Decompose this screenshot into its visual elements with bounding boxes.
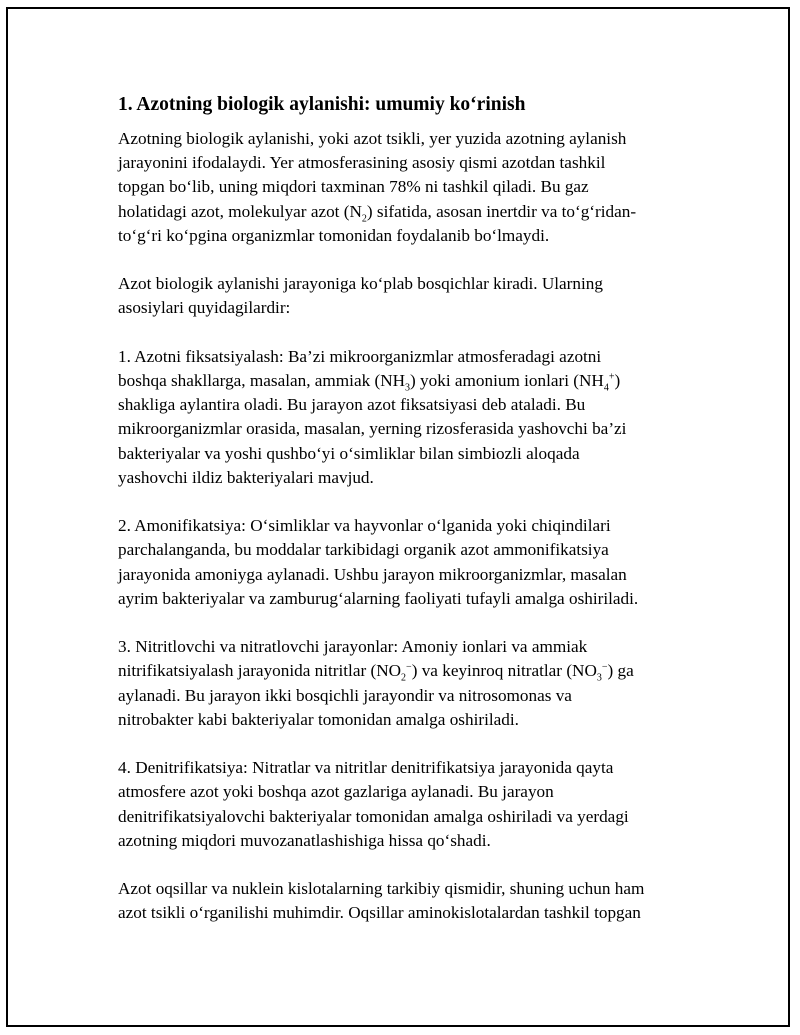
text-fragment: nitrifikatsiyalash jarayonida nitritlar (NO [118, 661, 402, 681]
text-fragment: holatidagi azot, molekulyar azot (N [118, 201, 362, 221]
subscript: 4 [603, 382, 609, 394]
text-line: 2. Amonifikatsiya: O‘simliklar va hayvonlar o‘lganida yoki chiqindilari [118, 516, 611, 536]
text-line: mikroorganizmlar orasida, masalan, yerning rizosferasida yashovchi ba’zi [118, 419, 627, 439]
text-line: nitrobakter kabi bakteriyalar tomonidan amalga oshiriladi. [118, 709, 519, 729]
text-line [118, 659, 698, 683]
paragraph-ammonification [118, 514, 698, 611]
text-line: 3. Nitritlovchi va nitratlovchi jarayonlar: Amoniy ionlari va ammiak [118, 637, 588, 657]
text-line: azotning miqdori muvozanatlashishiga hissa qo‘shadi. [118, 830, 491, 850]
text-line: Azotning biologik aylanishi, yoki azot tsikli, yer yuzida azotning aylanish [118, 129, 627, 148]
subscript: 3 [405, 382, 411, 394]
text-line: shakliga aylantira oladi. Bu jarayon azot fiksatsiyasi deb ataladi. Bu [118, 395, 586, 415]
text-fragment: ) [614, 371, 621, 390]
text-line: asosiylari quyidagilardir: [118, 298, 291, 318]
text-line: aylanadi. Bu jarayon ikki bosqichli jarayondir va nitrosomonas va [118, 685, 572, 705]
subscript: 2 [401, 672, 407, 684]
text-line: jarayonini ifodalaydi. Yer atmosferasining asosiy qismi azotdan tashkil [118, 153, 606, 173]
text-line: to‘g‘ri ko‘pgina organizmlar tomonidan foydalanib bo‘lmaydi. [118, 225, 550, 245]
section-heading: 1. Azotning biologik aylanishi: umumiy ko‘rinish [118, 94, 526, 115]
text-line: denitrifikatsiyalovchi bakteriyalar tomonidan amalga oshiriladi va yerdagi [118, 806, 629, 826]
text-line [118, 200, 698, 224]
paragraph-denitrification [118, 756, 698, 853]
text-line [118, 369, 698, 393]
paragraph-fixation [118, 345, 698, 490]
text-line: jarayonida amoniyga aylanadi. Ushbu jarayon mikroorganizmlar, masalan [118, 564, 627, 584]
text-fragment: boshqa shakllarga, masalan, ammiak (NH [118, 371, 406, 390]
text-line: topgan bo‘lib, uning miqdori taxminan 78% ni tashkil qiladi. Bu gaz [118, 177, 589, 197]
text-line: 1. Azotni fiksatsiyalash: Ba’zi mikroorganizmlar atmosferadagi azotni [118, 346, 602, 366]
text-line: Azot oqsillar va nuklein kislotalarning tarkibiy qismidir, shuning uchun ham [118, 879, 645, 899]
text-fragment: ) ga [607, 661, 634, 681]
text-line: azot tsikli o‘rganilishi muhimdir. Oqsillar aminokislotalardan tashkil topgan [118, 903, 641, 923]
superscript: − [601, 661, 608, 673]
subscript: 2 [361, 213, 367, 225]
superscript: + [608, 371, 615, 383]
text-fragment: ) va keyinroq nitratlar (NO [411, 661, 597, 681]
text-line: ayrim bakteriyalar va zamburug‘alarning faoliyati tufayli amalga oshiriladi. [118, 588, 639, 608]
text-fragment: ) sifatida, asosan inertdir va to‘g‘ridan- [366, 201, 637, 221]
text-line: Azot biologik aylanishi jarayoniga ko‘plab bosqichlar kiradi. Ularning [118, 274, 603, 294]
text-line: 4. Denitrifikatsiya: Nitratlar va nitritlar denitrifikatsiya jarayonida qayta [118, 758, 614, 778]
text-line: yashovchi ildiz bakteriyalari mavjud. [118, 467, 374, 487]
paragraph-proteins [118, 877, 698, 925]
superscript: − [406, 661, 412, 673]
text-line: atmosfere azot yoki boshqa azot gazlariga aylanadi. Bu jarayon [118, 782, 554, 802]
subscript: 3 [596, 672, 602, 684]
text-line: parchalanganda, bu moddalar tarkibidagi organik azot ammonifikatsiya [118, 540, 609, 560]
text-line: bakteriyalar va yoshi qushbo‘yi o‘simliklar bilan simbiozli aloqada [118, 443, 580, 463]
text-fragment: ) yoki amonium ionlari (NH [410, 371, 604, 390]
document-body [118, 92, 698, 950]
paragraph-intro [118, 127, 698, 248]
paragraph-stages-intro [118, 272, 698, 320]
paragraph-nitrification [118, 635, 698, 732]
